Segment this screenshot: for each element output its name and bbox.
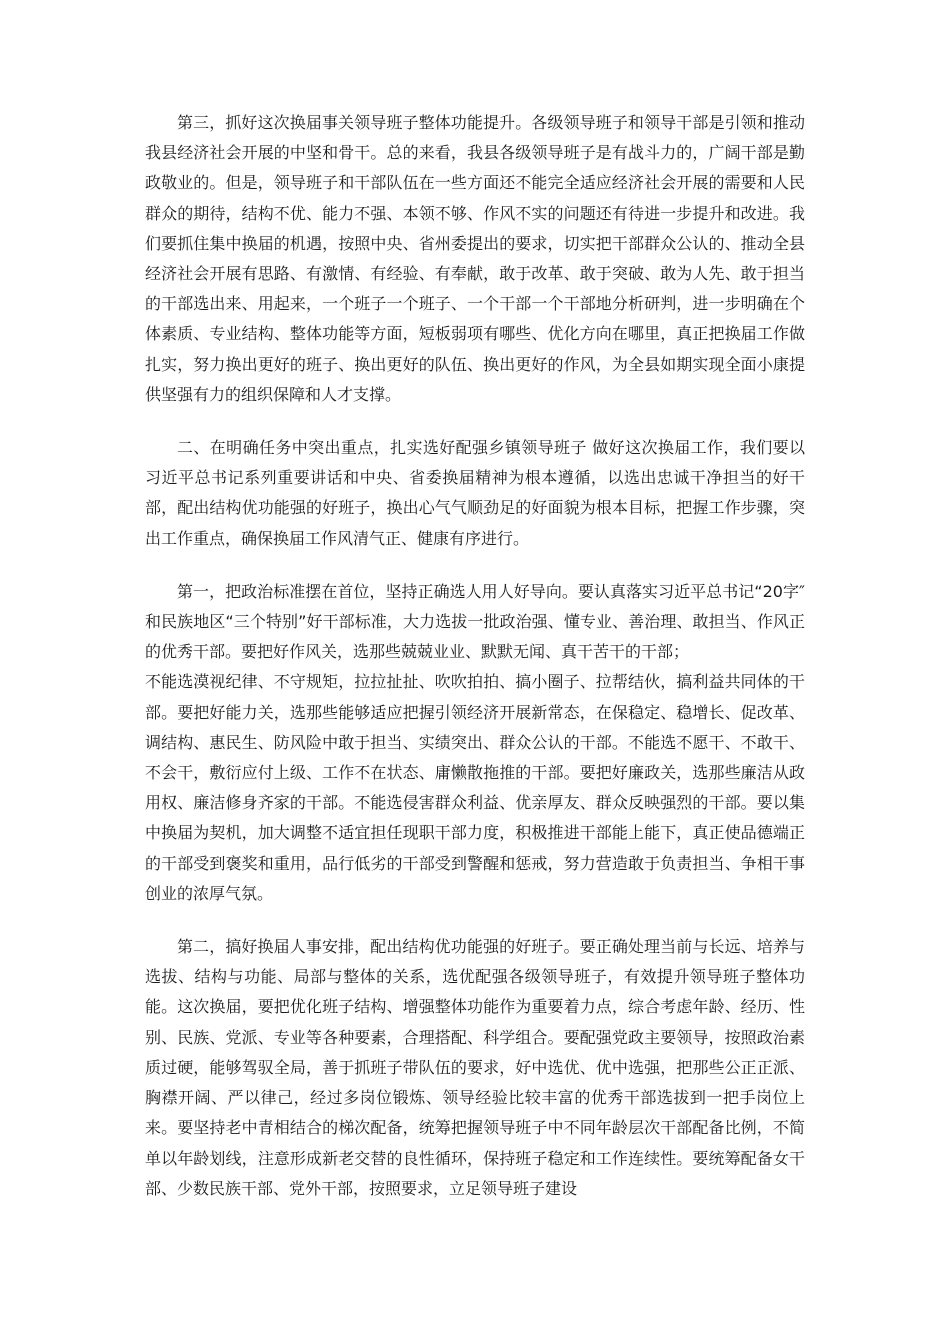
paragraph-second-point <box>145 932 805 1204</box>
paragraph-text: 第三，抓好这次换届事关领导班子整体功能提升。各级领导班子和领导干部是引领和推动我县经济社会开展的中坚和骨干。总的来看，我县各级领导班子是有战斗力的，广阔干部是勤政敬业的。但是，领导班子和干部队伍在一些方面还不能完全适应经济社会开展的需要和人民群众的期待，结构不优、能力不强、本领不够、作风不实的问题还有待进一步提升和改进。我们要抓住集中换届的机遇，按照中央、省州委提出的要求，切实把干部群众公认的、推动全县经济社会开展有思路、有激情、有经验、有奉献，敢于改革、敢于突破、敢为人先、敢于担当的干部选出来、用起来，一个班子一个班子、一个干部一个干部地分析研判，进一步明确在个体素质、专业结构、整体功能等方面，短板弱项有哪些、优化方向在哪里，真正把换届工作做扎实，努力换出更好的班子、换出更好的队伍、换出更好的作风，为全县如期实现全面小康提供坚强有力的组织保障和人才支撑。 <box>145 113 805 404</box>
paragraph-third-point <box>145 108 805 410</box>
paragraph-continuation-text: 不能选漠视纪律、不守规矩，拉拉扯扯、吹吹拍拍、搞小圈子、拉帮结伙，搞利益共同体的干部。要把好能力关，选那些能够适应把握引领经济开展新常态，在保稳定、稳增长、促改革、调结构、惠民生、防风险中敢于担当、实绩突出、群众公认的干部。不能选不愿干、不敢干、不会干，敷衍应付上级、工作不在状态、庸懒散拖推的干部。要把好廉政关，选那些廉洁从政用权、廉洁修身齐家的干部。不能选侵害群众利益、优亲厚友、群众反映强烈的干部。要以集中换届为契机，加大调整不适宜担任现职干部力度，积极推进干部能上能下，真正使品德端正的干部受到褒奖和重用，品行低劣的干部受到警醒和惩戒，努力营造敢于负责担当、争相干事创业的浓厚气氛。 <box>145 672 805 903</box>
paragraph-text: 第一，把政治标准摆在首位，坚持正确选人用人好导向。要认真落实习近平总书记“20字″和民族地区“三个特别”好干部标准，大力选拔一批政治强、懂专业、善治理、敢担当、作风正的优秀干部。要把好作风关，选那些兢兢业业、默默无闻、真干苦干的干部； <box>145 581 805 662</box>
paragraph-text: 第二，搞好换届人事安排，配出结构优功能强的好班子。要正确处理当前与长远、培养与选拔、结构与功能、局部与整体的关系，选优配强各级领导班子，有效提升领导班子整体功能。这次换届，要把优化班子结构、增强整体功能作为重要着力点，综合考虑年龄、经历、性别、民族、党派、专业等各种要素，合理搭配、科学组合。要配强党政主要领导，按照政治素质过硬，能够驾驭全局，善于抓班子带队伍的要求，好中选优、优中选强，把那些公正正派、胸襟开阔、严以律己，经过多岗位锻炼、领导经验比较丰富的优秀干部选拔到一把手岗位上来。要坚持老中青相结合的梯次配备，统筹把握领导班子中不同年龄层次干部配备比例，不简单以年龄划线，注意形成新老交替的良性循环，保持班子稳定和工作连续性。要统筹配备女干部、少数民族干部、党外干部，按照要求，立足领导班子建设 <box>145 937 805 1198</box>
paragraph-text: 二、在明确任务中突出重点，扎实选好配强乡镇领导班子 做好这次换届工作，我们要以习近平总书记系列重要讲话和中央、省委换届精神为根本遵循，以选出忠诚干净担当的好干部，配出结构优功能强的好班子，换出心气气顺劲足的好面貌为根本目标，把握工作步骤，突出工作重点，确保换届工作风清气正、健康有序进行。 <box>145 438 805 548</box>
paragraph-first-point <box>145 577 805 909</box>
document-page <box>145 108 805 1227</box>
paragraph-section-two-heading <box>145 433 805 554</box>
